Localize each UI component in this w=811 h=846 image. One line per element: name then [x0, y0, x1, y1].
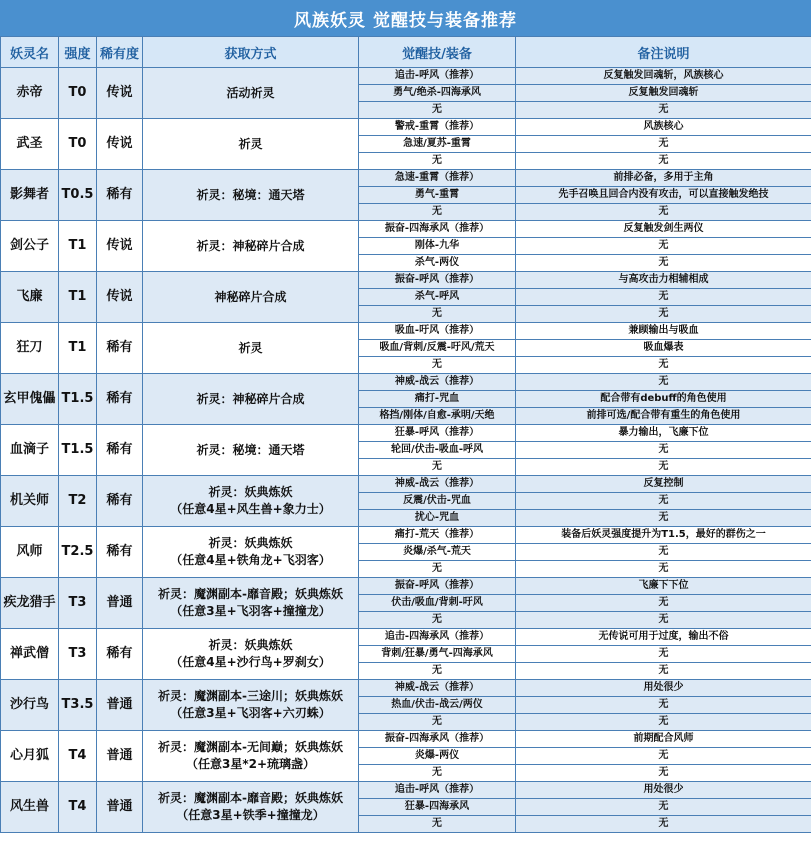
acquire-method: [143, 578, 359, 629]
tier-value: T2: [59, 476, 97, 527]
skill-cell: 追击-四海承风（推荐）: [359, 629, 516, 646]
table-row: [1, 731, 811, 748]
tier-value: T3.5: [59, 680, 97, 731]
table-row: [1, 221, 811, 238]
tier-value: T1: [59, 272, 97, 323]
skill-cell: 勇气-重霄: [359, 187, 516, 204]
table-row: [1, 170, 811, 187]
note-cell: 暴力输出，飞廉下位: [516, 425, 811, 442]
skill-cell: 狂暴-四海承风: [359, 799, 516, 816]
rarity-value: 普通: [97, 782, 143, 833]
method-line: （任意3星+飞羽客+六刃蛛）: [170, 706, 331, 720]
skill-cell: 无: [359, 459, 516, 476]
tier-value: T3: [59, 629, 97, 680]
method-line: 活动祈灵: [226, 85, 275, 100]
note-cell: 无: [516, 306, 811, 323]
method-line: 祈灵：秘境：通天塔: [196, 187, 305, 202]
note-cell: 无: [516, 799, 811, 816]
header-note: 备注说明: [516, 37, 811, 68]
note-cell: 用处很少: [516, 782, 811, 799]
tier-value: T1: [59, 221, 97, 272]
rarity-value: 稀有: [97, 374, 143, 425]
spirit-name: 心月狐: [1, 731, 59, 782]
table-row: [1, 374, 811, 391]
skill-cell: 轮回/伏击-吸血-呼风: [359, 442, 516, 459]
note-cell: 风族核心: [516, 119, 811, 136]
spirit-name: 武圣: [1, 119, 59, 170]
note-cell: 前期配合风师: [516, 731, 811, 748]
skill-cell: 振奋-四海承风（推荐）: [359, 731, 516, 748]
skill-cell: 狂暴-呼风（推荐）: [359, 425, 516, 442]
method-line: 祈灵: [238, 340, 263, 355]
note-cell: 无: [516, 153, 811, 170]
table-row: [1, 782, 811, 799]
method-line: 祈灵：神秘碎片合成: [196, 238, 305, 253]
skill-cell: 杀气-两仪: [359, 255, 516, 272]
spirit-name: 狂刀: [1, 323, 59, 374]
spirit-name: 沙行鸟: [1, 680, 59, 731]
header-row: [1, 37, 811, 68]
skill-cell: 追击-呼风（推荐）: [359, 782, 516, 799]
rarity-value: 传说: [97, 68, 143, 119]
note-cell: 无: [516, 442, 811, 459]
note-cell: 装备后妖灵强度提升为T1.5，最好的群伤之一: [516, 527, 811, 544]
acquire-method: [143, 221, 359, 272]
spirit-name: 血滴子: [1, 425, 59, 476]
skill-cell: 振奋-四海承风（推荐）: [359, 221, 516, 238]
note-cell: 兼顾输出与吸血: [516, 323, 811, 340]
skill-cell: 警戒-重霄（推荐）: [359, 119, 516, 136]
note-cell: 无: [516, 816, 811, 833]
skill-cell: 痛打-咒血: [359, 391, 516, 408]
skill-cell: 炎爆-两仪: [359, 748, 516, 765]
skill-cell: 无: [359, 714, 516, 731]
note-cell: 无: [516, 748, 811, 765]
method-line: （任意4星+沙行鸟+罗刹女）: [170, 655, 331, 669]
skill-cell: 无: [359, 102, 516, 119]
note-cell: 前排可选/配合带有重生的角色使用: [516, 408, 811, 425]
tier-value: T0.5: [59, 170, 97, 221]
rarity-value: 稀有: [97, 323, 143, 374]
acquire-method: [143, 170, 359, 221]
rarity-value: 普通: [97, 731, 143, 782]
table-row: [1, 323, 811, 340]
spirit-name: 禅武僧: [1, 629, 59, 680]
skill-cell: 无: [359, 816, 516, 833]
note-cell: 无: [516, 612, 811, 629]
skill-cell: 无: [359, 663, 516, 680]
tier-value: T1: [59, 323, 97, 374]
tier-value: T1.5: [59, 374, 97, 425]
skill-cell: 无: [359, 153, 516, 170]
note-cell: 前排必备，多用于主角: [516, 170, 811, 187]
tier-value: T1.5: [59, 425, 97, 476]
table-row: [1, 68, 811, 85]
acquire-method: [143, 119, 359, 170]
acquire-method: [143, 425, 359, 476]
skill-cell: 杀气-呼风: [359, 289, 516, 306]
skill-cell: 无: [359, 204, 516, 221]
method-line: （任意4星+铁角龙+飞羽客）: [170, 553, 331, 567]
skill-cell: 背刺/狂暴/勇气-四海承风: [359, 646, 516, 663]
method-line: 祈灵: [238, 136, 263, 151]
note-cell: 无: [516, 357, 811, 374]
skill-cell: 急速/夏苏-重霄: [359, 136, 516, 153]
skill-cell: 神威-战云（推荐）: [359, 476, 516, 493]
skill-cell: 无: [359, 306, 516, 323]
header-skill: 觉醒技/装备: [359, 37, 516, 68]
skill-cell: 炎爆/杀气-荒天: [359, 544, 516, 561]
table-body: [1, 68, 811, 833]
skill-cell: 无: [359, 561, 516, 578]
acquire-method: [143, 323, 359, 374]
method-line: 祈灵：妖典炼妖: [208, 485, 293, 499]
spirit-table: [0, 36, 811, 833]
skill-cell: 振奋-呼风（推荐）: [359, 272, 516, 289]
acquire-method: [143, 68, 359, 119]
spirit-name: 赤帝: [1, 68, 59, 119]
page-title: 风族妖灵 觉醒技与装备推荐: [0, 0, 811, 36]
spirit-name: 玄甲傀儡: [1, 374, 59, 425]
rarity-value: 稀有: [97, 170, 143, 221]
method-line: （任意3星*2+琉璃盏）: [185, 757, 316, 771]
tier-value: T0: [59, 119, 97, 170]
acquire-method: [143, 680, 359, 731]
table-row: [1, 425, 811, 442]
rarity-value: 稀有: [97, 476, 143, 527]
note-cell: 无: [516, 136, 811, 153]
skill-cell: 格挡/刚体/自愈-承明/天绝: [359, 408, 516, 425]
note-cell: 无: [516, 493, 811, 510]
method-line: 祈灵：妖典炼妖: [208, 536, 293, 550]
note-cell: 无: [516, 714, 811, 731]
note-cell: 无: [516, 289, 811, 306]
method-line: （任意3星+铁季+撞撞龙）: [176, 808, 325, 822]
header-tier: 强度: [59, 37, 97, 68]
note-cell: 无: [516, 697, 811, 714]
acquire-method: [143, 731, 359, 782]
skill-cell: 无: [359, 357, 516, 374]
method-line: 祈灵：魔渊副本-靡音殿；妖典炼妖: [158, 791, 343, 805]
skill-cell: 扰心-咒血: [359, 510, 516, 527]
header-name: 妖灵名: [1, 37, 59, 68]
skill-cell: 无: [359, 612, 516, 629]
skill-cell: 急速-重霄（推荐）: [359, 170, 516, 187]
note-cell: 反复触发剑生两仪: [516, 221, 811, 238]
note-cell: 无: [516, 102, 811, 119]
note-cell: 无: [516, 238, 811, 255]
rarity-value: 稀有: [97, 425, 143, 476]
method-line: 祈灵：魔渊副本-靡音殿；妖典炼妖: [158, 587, 343, 601]
note-cell: 无: [516, 374, 811, 391]
spirit-name: 机关师: [1, 476, 59, 527]
tier-value: T4: [59, 782, 97, 833]
tier-value: T2.5: [59, 527, 97, 578]
method-line: （任意4星+风生兽+象力士）: [170, 502, 331, 516]
note-cell: 无: [516, 255, 811, 272]
acquire-method: [143, 374, 359, 425]
rarity-value: 传说: [97, 119, 143, 170]
tier-value: T4: [59, 731, 97, 782]
note-cell: 无: [516, 663, 811, 680]
spirit-name: 风生兽: [1, 782, 59, 833]
tier-value: T0: [59, 68, 97, 119]
header-rarity: 稀有度: [97, 37, 143, 68]
skill-cell: 追击-呼风（推荐）: [359, 68, 516, 85]
note-cell: 与高攻击力相辅相成: [516, 272, 811, 289]
acquire-method: [143, 272, 359, 323]
skill-cell: 吸血-吁风（推荐）: [359, 323, 516, 340]
table-row: [1, 578, 811, 595]
method-line: 祈灵：神秘碎片合成: [196, 391, 305, 406]
note-cell: 无: [516, 765, 811, 782]
note-cell: 反复触发回魂斩: [516, 85, 811, 102]
spirit-name: 飞廉: [1, 272, 59, 323]
skill-cell: 反震/伏击-咒血: [359, 493, 516, 510]
rarity-value: 传说: [97, 221, 143, 272]
skill-cell: 神威-战云（推荐）: [359, 374, 516, 391]
note-cell: 无传说可用于过度，输出不俗: [516, 629, 811, 646]
rarity-value: 普通: [97, 578, 143, 629]
note-cell: 反复控制: [516, 476, 811, 493]
note-cell: 吸血爆表: [516, 340, 811, 357]
note-cell: 飞廉下下位: [516, 578, 811, 595]
note-cell: 无: [516, 595, 811, 612]
spirit-name: 影舞者: [1, 170, 59, 221]
skill-cell: 刚体-九华: [359, 238, 516, 255]
header-method: 获取方式: [143, 37, 359, 68]
note-cell: 先手召唤且回合内没有攻击，可以直接触发绝技: [516, 187, 811, 204]
spirit-name: 剑公子: [1, 221, 59, 272]
rarity-value: 稀有: [97, 629, 143, 680]
note-cell: 用处很少: [516, 680, 811, 697]
note-cell: 无: [516, 544, 811, 561]
note-cell: 无: [516, 646, 811, 663]
note-cell: 无: [516, 204, 811, 221]
rarity-value: 稀有: [97, 527, 143, 578]
skill-cell: 热血/伏击-战云/两仪: [359, 697, 516, 714]
rarity-value: 传说: [97, 272, 143, 323]
method-line: 神秘碎片合成: [214, 289, 287, 304]
tier-value: T3: [59, 578, 97, 629]
acquire-method: [143, 527, 359, 578]
note-cell: 无: [516, 510, 811, 527]
skill-cell: 吸血/背刺/反震-吁风/荒天: [359, 340, 516, 357]
method-line: 祈灵：秘境：通天塔: [196, 442, 305, 457]
table-row: [1, 272, 811, 289]
table-row: [1, 527, 811, 544]
skill-cell: 痛打-荒天（推荐）: [359, 527, 516, 544]
note-cell: 反复触发回魂斩，风族核心: [516, 68, 811, 85]
note-cell: 无: [516, 561, 811, 578]
rarity-value: 普通: [97, 680, 143, 731]
acquire-method: [143, 629, 359, 680]
note-cell: 配合带有debuff的角色使用: [516, 391, 811, 408]
table-row: [1, 476, 811, 493]
note-cell: 无: [516, 459, 811, 476]
method-line: 祈灵：魔渊副本-无间巅；妖典炼妖: [158, 740, 343, 754]
acquire-method: [143, 476, 359, 527]
skill-cell: 伏击/吸血/背刺-吁风: [359, 595, 516, 612]
spirit-name: 疾龙猎手: [1, 578, 59, 629]
skill-cell: 无: [359, 765, 516, 782]
acquire-method: [143, 782, 359, 833]
table-row: [1, 629, 811, 646]
skill-cell: 勇气/绝杀-四海承风: [359, 85, 516, 102]
method-line: 祈灵：魔渊副本-三途川；妖典炼妖: [158, 689, 343, 703]
method-line: （任意3星+飞羽客+撞撞龙）: [170, 604, 331, 618]
table-row: [1, 680, 811, 697]
skill-cell: 振奋-呼风（推荐）: [359, 578, 516, 595]
method-line: 祈灵：妖典炼妖: [208, 638, 293, 652]
spirit-name: 风师: [1, 527, 59, 578]
table-row: [1, 119, 811, 136]
skill-cell: 神威-战云（推荐）: [359, 680, 516, 697]
